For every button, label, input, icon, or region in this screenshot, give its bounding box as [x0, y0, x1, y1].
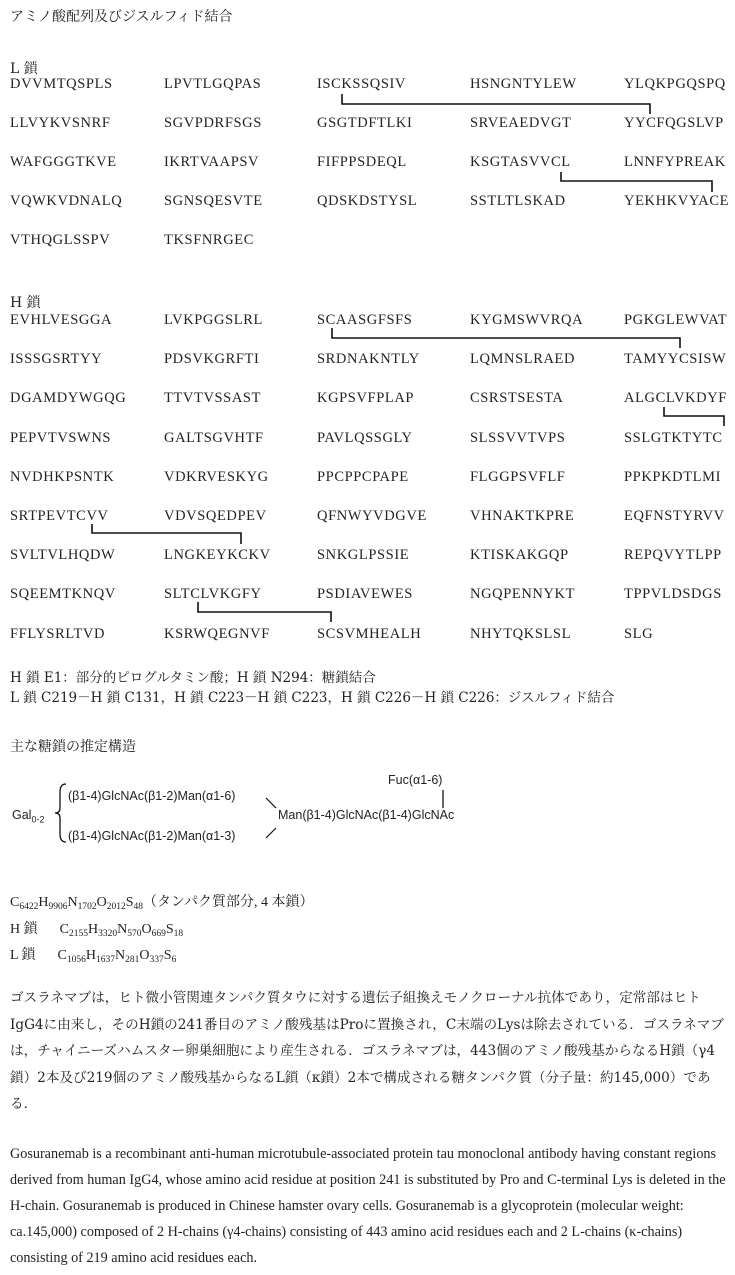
note-modifications: H 鎖 E1：部分的ピログルタミン酸；H 鎖 N294：糖鎖結合: [10, 670, 376, 686]
heavy-chain-sequence-block: SSLGTKTYTC: [624, 429, 723, 446]
formula-count: 1702: [77, 902, 97, 912]
light-chain-sequence-block: IKRTVAAPSV: [164, 154, 260, 170]
heavy-chain-sequence-block: KYGMSWVRQA: [470, 312, 584, 328]
formula-count: 6422: [19, 902, 39, 912]
heavy-chain-sequence-block: SLTCLVKGFY: [164, 586, 262, 603]
heavy-chain-sequence-block: ISSSGSRTYY: [10, 351, 103, 368]
heavy-chain-sequence-block: SCSVMHEALH: [317, 625, 422, 642]
heavy-chain-sequence-block: KSRWQEGNVF: [164, 625, 270, 642]
heavy-chain-sequence-block: EQFNSTYRVV: [624, 508, 725, 524]
formula-count: 2012: [106, 902, 126, 912]
light-chain-sequence-block: LLVYKVSNRF: [10, 115, 111, 131]
heavy-chain-sequence-block: PDSVKGRFTI: [164, 351, 260, 368]
heavy-chain-sequence-block: NHYTQKSLSL: [470, 625, 572, 642]
formula-element: H: [38, 895, 49, 910]
light-chain-sequence-block: SRVEAEDVGT: [470, 115, 572, 131]
light-chain-sequence-block: GSGTDFTLKI: [317, 115, 413, 131]
formula-element: O: [96, 895, 107, 910]
formula-h-chain: [10, 918, 183, 938]
heavy-chain-sequence-block: SRDNAKNTLY: [317, 351, 420, 368]
formula-protein: [10, 891, 314, 911]
description-english: Gosuranemab is a recombinant anti-human microtubule-associated protein tau monoclonal antibody having constant regions derived from human IgG4, whose amino acid residue at position 241 is substituted by Pro and C-terminal Lys is deleted in the H-chain. Gosuranemab is produced in Chinese hamster ovary cells. Gosuranemab is a glycoprotein (molecular weight: ca.145,000) composed of 2 H-chains (γ4-chains) consisting of 443 amino acid residues each and 2 L-chains (κ-chains) consisting of 219 amino acid residues each.: [10, 1146, 726, 1266]
light-chain-sequence-block: DVVMTQSPLS: [10, 76, 113, 92]
heavy-chain-sequence-block: NVDHKPSNTK: [10, 468, 115, 485]
glycan-heading: 主な糖鎖の推定構造: [10, 739, 136, 755]
glycan-brace: [54, 782, 68, 844]
heavy-chain-sequence-block: KTISKAKGQP: [470, 547, 569, 564]
heavy-chain-sequence-block: PSDIAVEWES: [317, 586, 413, 603]
formula-element: N: [117, 922, 128, 937]
heavy-chain-sequence-block: SCAASGFSFS: [317, 312, 413, 328]
formula-count: 2155: [68, 929, 88, 939]
formula-count: 337: [149, 955, 164, 965]
formula-l-chain-label: L 鎖: [10, 948, 36, 963]
light-chain-sequence-block: YEKHKVYACE: [624, 193, 730, 209]
heavy-chain-sequence-block: ALGCLVKDYF: [624, 390, 727, 407]
heavy-chain-sequence-block: LQMNSLRAED: [470, 351, 576, 368]
core-glycan: Man(β1-4)GlcNAc(β1-4)GlcNAc: [278, 808, 455, 822]
heavy-chain-sequence-block: EVHLVESGGA: [10, 312, 113, 328]
heavy-chain-sequence-block: SVLTVLHQDW: [10, 547, 116, 564]
light-chain-sequence-block: QDSKDSTYSL: [317, 193, 418, 209]
heavy-chain-sequence-block: VHNAKTKPRE: [470, 508, 575, 524]
formula-count: 570: [127, 929, 142, 939]
page-title: アミノ酸配列及びジスルフィド結合: [10, 9, 233, 25]
light-chain-sequence-block: YLQKPGQSPQ: [624, 76, 726, 92]
formula-count: 48: [133, 902, 144, 912]
light-chain-sequence-block: SGNSQESVTE: [164, 193, 263, 209]
heavy-chain-sequence-block: NGQPENNYKT: [470, 586, 576, 603]
light-chain-sequence-block: FIFPPSDEQL: [317, 154, 407, 170]
formula-count: 1056: [66, 955, 86, 965]
heavy-chain-sequence-block: PAVLQSSGLY: [317, 429, 413, 446]
bond-l-c139-l-c199: [561, 172, 712, 192]
heavy-chain-label: H 鎖: [10, 295, 41, 311]
heavy-chain-sequence-block: KGPSVFPLAP: [317, 390, 415, 407]
bond-l-c23-l-c93: [342, 94, 650, 114]
lower-branch: (β1-4)GlcNAc(β1-2)Man(α1-3): [68, 829, 236, 843]
formula-element: S: [125, 895, 134, 910]
formula-count: 9906: [48, 902, 68, 912]
heavy-chain-sequence-block: GALTSGVHTF: [164, 429, 264, 446]
formula-count: 1637: [96, 955, 116, 965]
heavy-chain-sequence-block: TAMYYCSISW: [624, 351, 727, 368]
heavy-chain-sequence-block: DGAMDYWGQG: [10, 390, 127, 407]
bond-h-c258-h-c318: [92, 524, 241, 544]
formula-h-chain-label: H 鎖: [10, 922, 38, 937]
heavy-chain-sequence-block: FFLYSRLTVD: [10, 625, 106, 642]
formula-element: S: [163, 948, 172, 963]
light-chain-sequence-block: KSGTASVVCL: [470, 154, 571, 170]
light-chain-sequence-block: ISCKSSQSIV: [317, 76, 406, 92]
formula-count: 6: [171, 955, 177, 965]
formula-element: O: [139, 948, 150, 963]
heavy-chain-sequence-block: SLSSVVTVPS: [470, 429, 566, 446]
note-disulfide-bonds: L 鎖 C219－H 鎖 C131，H 鎖 C223－H 鎖 C223，H 鎖 C226－H 鎖 C226：ジスルフィド結合: [10, 690, 615, 706]
bond-h-c144-h-c200: [664, 407, 724, 426]
bond-h-c22-h-c96: [332, 328, 680, 348]
light-chain-sequence-block: HSNGNTYLEW: [470, 76, 577, 92]
heavy-chain-sequence-block: QFNWYVDGVE: [317, 508, 427, 524]
heavy-chain-sequence-block: VDVSQEDPEV: [164, 508, 267, 524]
light-chain-sequence-block: SGVPDRFSGS: [164, 115, 262, 131]
formula-element: H: [87, 922, 99, 937]
heavy-chain-sequence-block: FLGGPSVFLF: [470, 468, 566, 485]
light-chain-sequence-block: VQWKVDNALQ: [10, 193, 123, 209]
formula-element: C: [59, 922, 69, 937]
light-chain-sequence-block: SSTLTLSKAD: [470, 193, 566, 209]
heavy-chain-sequence-block: PGKGLEWVAT: [624, 312, 728, 328]
formula-element: N: [67, 895, 78, 910]
bond-h-c364-h-c422: [198, 602, 331, 622]
formula-protein-value: [10, 895, 143, 910]
light-chain-sequence-block: TKSFNRGEC: [164, 232, 254, 248]
formula-element: N: [115, 948, 126, 963]
formula-count: 669: [151, 929, 166, 939]
formula-count: 18: [173, 929, 184, 939]
light-chain-sequence-block: YYCFQGSLVP: [624, 115, 724, 131]
formula-count: 281: [125, 955, 140, 965]
formula-protein-suffix: （タンパク質部分, 4 本鎖）: [143, 895, 314, 910]
formula-h-chain-value: [60, 922, 184, 937]
heavy-chain-sequence-block: SRTPEVTCVV: [10, 508, 109, 524]
light-chain-label: L 鎖: [10, 61, 38, 77]
formula-element: S: [165, 922, 174, 937]
formula-count: 3320: [98, 929, 118, 939]
heavy-chain-sequence-block: PPKPKDTLMI: [624, 468, 722, 485]
heavy-chain-sequence-block: REPQVYTLPP: [624, 547, 722, 564]
fucose-link: [440, 790, 446, 810]
galactose-label: Gal$_{0-2}$: [12, 808, 45, 825]
formula-element: O: [141, 922, 152, 937]
light-chain-sequence-block: VTHQGLSSPV: [10, 232, 111, 248]
formula-element: C: [57, 948, 67, 963]
heavy-chain-sequence-block: CSRSTSESTA: [470, 390, 564, 407]
heavy-chain-sequence-block: PEPVTVSWNS: [10, 429, 112, 446]
heavy-chain-sequence-block: SLG: [624, 625, 654, 642]
heavy-chain-sequence-block: TTVTVSSAST: [164, 390, 262, 407]
light-chain-sequence-block: WAFGGGTKVE: [10, 154, 117, 170]
formula-element: C: [10, 895, 20, 910]
fucose-label: Fuc(α1-6): [388, 773, 443, 787]
formula-l-chain-value: [58, 948, 177, 963]
description-japanese: ゴスラネマブは，ヒト微小管関連タンパク質タウに対する遺伝子組換えモノクローナル抗体であり，定常部はヒトIgG4に由来し，そのH鎖の241番目のアミノ酸残基はProに置換され，C末端のLysは除去されている．ゴスラネマブは，チャイニーズハムスター卵巣細胞により産生される．ゴスラネマブは，443個のアミノ酸残基からなるH鎖（γ4鎖）2本及び219個のアミノ酸残基からなるL鎖（κ鎖）2本で構成される糖タンパク質（分子量：約145,000）である．: [10, 990, 724, 1113]
heavy-chain-sequence-block: LVKPGGSLRL: [164, 312, 263, 328]
heavy-chain-sequence-block: LNGKEYKCKV: [164, 547, 271, 564]
formula-l-chain: [10, 944, 176, 964]
upper-branch: (β1-4)GlcNAc(β1-2)Man(α1-6): [68, 789, 236, 803]
heavy-chain-sequence-block: TPPVLDSDGS: [624, 586, 722, 603]
light-chain-sequence-block: LPVTLGQPAS: [164, 76, 262, 92]
formula-element: H: [85, 948, 97, 963]
heavy-chain-sequence-block: SQEEMTKNQV: [10, 586, 116, 603]
heavy-chain-sequence-block: PPCPPCPAPE: [317, 468, 409, 485]
heavy-chain-sequence-block: VDKRVESKYG: [164, 468, 269, 485]
heavy-chain-sequence-block: SNKGLPSSIE: [317, 547, 410, 564]
light-chain-sequence-block: LNNFYPREAK: [624, 154, 726, 170]
